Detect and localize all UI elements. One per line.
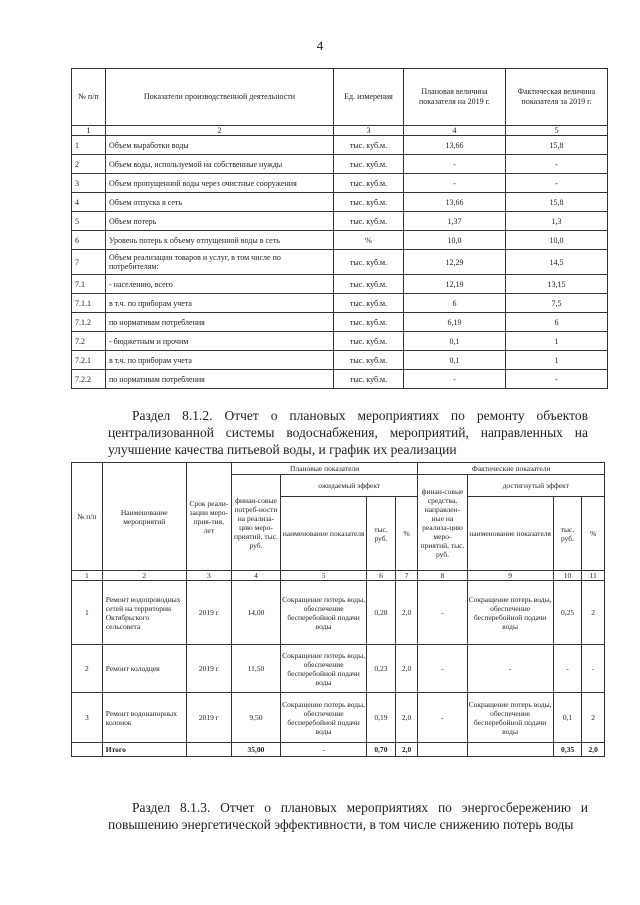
table-row xyxy=(72,231,608,250)
table-row xyxy=(72,370,608,389)
total-rub: 0,70 xyxy=(367,743,396,757)
row-term: 2019 г xyxy=(186,581,231,645)
row-plan: 13,66 xyxy=(404,193,506,212)
row-plan: 6,19 xyxy=(404,313,506,332)
total-act-rub: 0,35 xyxy=(553,743,582,757)
row-name: Ремонт водопроводных сетей на территории Октябрьского сельсовета xyxy=(102,581,186,645)
row-act-rub: - xyxy=(553,645,582,693)
row-name: в т.ч. по приборам учета xyxy=(106,351,334,370)
row-fact: 14,5 xyxy=(506,250,608,275)
table-body xyxy=(72,581,605,743)
row-act-pct: 2 xyxy=(582,693,605,743)
header-term: Срок реали-зации меро-прия-тия, лет xyxy=(186,463,231,571)
row-effect: Сокращение потерь воды, обеспечение бесперебойной подачи воды xyxy=(281,645,367,693)
table-row xyxy=(72,174,608,193)
table-row xyxy=(72,693,605,743)
row-act-effect: - xyxy=(467,645,553,693)
header-num: № п/п xyxy=(72,69,106,126)
table-row xyxy=(72,332,608,351)
row-num: 7.2.2 xyxy=(72,370,106,389)
header-planned-finance: финан-совые потреб-ности на реализа-цию меро-приятий, тыс. руб. xyxy=(231,475,280,571)
table-row xyxy=(72,155,608,174)
table-row xyxy=(72,313,608,332)
section-text: Раздел 8.1.2. Отчет о плановых мероприятиях по ремонту объектов централизованной системы водоснабжения, мероприятий, направленных на улучшение качества питьевой воды, и график их реализации xyxy=(108,408,588,457)
total-pct: 2,0 xyxy=(395,743,418,757)
row-fact: 1,3 xyxy=(506,212,608,231)
row-term: 2019 г xyxy=(186,693,231,743)
row-act-finance: - xyxy=(418,645,467,693)
row-num: 3 xyxy=(72,693,103,743)
row-plan: 13,66 xyxy=(404,136,506,155)
row-name: Объем воды, используемой на собственные нужды xyxy=(106,155,334,174)
row-plan: 12,29 xyxy=(404,250,506,275)
row-effect: Сокращение потерь воды, обеспечение бесперебойной подачи воды xyxy=(281,693,367,743)
row-plan: 10,0 xyxy=(404,231,506,250)
row-plan: 0,1 xyxy=(404,332,506,351)
row-fact: 13,15 xyxy=(506,275,608,294)
column-index: 10 xyxy=(553,571,582,581)
row-pct: 2,0 xyxy=(395,693,418,743)
column-index: 9 xyxy=(467,571,553,581)
row-fact: 15,8 xyxy=(506,193,608,212)
row-fact: 15,8 xyxy=(506,136,608,155)
row-unit: тыс. куб.м. xyxy=(334,212,404,231)
table-row xyxy=(72,193,608,212)
total-act-finance xyxy=(418,743,467,757)
table-header-row xyxy=(72,69,608,126)
section-8-1-3-heading xyxy=(108,799,588,833)
row-finance: 9,50 xyxy=(231,693,280,743)
header-actual-group: Фактические показатели xyxy=(418,463,605,475)
header-achieved-effect: достигнутый эффект xyxy=(467,475,604,497)
row-plan: - xyxy=(404,155,506,174)
row-num: 6 xyxy=(72,231,106,250)
column-index-row xyxy=(72,126,608,136)
row-name: по нормативам потребления xyxy=(106,313,334,332)
column-index: 1 xyxy=(72,571,103,581)
column-index: 3 xyxy=(334,126,404,136)
column-index-row xyxy=(72,571,605,581)
table-row xyxy=(72,212,608,231)
row-fact: - xyxy=(506,370,608,389)
row-act-pct: - xyxy=(582,645,605,693)
row-unit: % xyxy=(334,231,404,250)
column-index: 2 xyxy=(106,126,334,136)
row-name: по нормативам потребления xyxy=(106,370,334,389)
column-index: 1 xyxy=(72,126,106,136)
row-rub: 0,23 xyxy=(367,645,396,693)
table-row xyxy=(72,351,608,370)
row-name: Уровень потерь к объему отпущенной воды в сеть xyxy=(106,231,334,250)
row-act-pct: 2 xyxy=(582,581,605,645)
row-unit: тыс. куб.м. xyxy=(334,332,404,351)
row-name: Объем реализации товаров и услуг, в том числе по потребителям: xyxy=(106,250,334,275)
row-plan: 1,37 xyxy=(404,212,506,231)
table-row xyxy=(72,136,608,155)
total-label: Итого xyxy=(102,743,186,757)
column-index: 4 xyxy=(404,126,506,136)
repair-measures-table xyxy=(71,462,605,757)
row-effect: Сокращение потерь воды, обеспечение бесперебойной подачи воды xyxy=(281,581,367,645)
row-num: 1 xyxy=(72,136,106,155)
row-unit: тыс. куб.м. xyxy=(334,174,404,193)
column-index: 8 xyxy=(418,571,467,581)
row-fact: 10,0 xyxy=(506,231,608,250)
row-num: 7.1 xyxy=(72,275,106,294)
column-index: 6 xyxy=(367,571,396,581)
column-index: 11 xyxy=(582,571,605,581)
column-index: 3 xyxy=(186,571,231,581)
total-row xyxy=(72,743,605,757)
row-fact: 6 xyxy=(506,313,608,332)
header-num: № п/п xyxy=(72,463,103,571)
table-row xyxy=(72,275,608,294)
row-plan: - xyxy=(404,174,506,193)
header-indicator: Показатели производственной деятельности xyxy=(106,69,334,126)
header-actual: Фактическая величина показателя за 2019 г. xyxy=(506,69,608,126)
row-fact: 1 xyxy=(506,351,608,370)
row-name: Ремонт колодцев xyxy=(102,645,186,693)
row-finance: 14,00 xyxy=(231,581,280,645)
row-fact: 7,5 xyxy=(506,294,608,313)
row-unit: тыс. куб.м. xyxy=(334,155,404,174)
row-num: 7.2.1 xyxy=(72,351,106,370)
row-name: Объем выработки воды xyxy=(106,136,334,155)
row-unit: тыс. куб.м. xyxy=(334,250,404,275)
table-body xyxy=(72,136,608,389)
total-finance: 35,00 xyxy=(231,743,280,757)
header-planned-group: Плановые показатели xyxy=(231,463,418,475)
column-index: 5 xyxy=(506,126,608,136)
row-name: Объем пропущенной воды через очистные сооружения xyxy=(106,174,334,193)
row-num: 4 xyxy=(72,193,106,212)
row-num: 2 xyxy=(72,645,103,693)
column-index: 2 xyxy=(102,571,186,581)
row-act-effect: Сокращение потерь воды, обеспечение бесперебойной подачи воды xyxy=(467,581,553,645)
total-effect: - xyxy=(281,743,367,757)
row-num: 7.1.2 xyxy=(72,313,106,332)
row-rub: 0,28 xyxy=(367,581,396,645)
section-text: Раздел 8.1.3. Отчет о плановых мероприятиях по энергосбережению и повышению энергетической эффективности, в том числе снижению потерь воды xyxy=(108,800,588,832)
row-num: 2 xyxy=(72,155,106,174)
table-row xyxy=(72,645,605,693)
table-row xyxy=(72,250,608,275)
row-name: Объем потерь xyxy=(106,212,334,231)
header-name: Наименование мероприятий xyxy=(102,463,186,571)
header-indicator-name: наименование показателя xyxy=(467,497,553,571)
header-percent: % xyxy=(395,497,418,571)
row-plan: - xyxy=(404,370,506,389)
row-num: 3 xyxy=(72,174,106,193)
row-num: 7.2 xyxy=(72,332,106,351)
row-unit: тыс. куб.м. xyxy=(334,136,404,155)
row-num: 1 xyxy=(72,581,103,645)
row-plan: 0,1 xyxy=(404,351,506,370)
row-plan: 6 xyxy=(404,294,506,313)
column-index: 4 xyxy=(231,571,280,581)
row-num: 7.1.1 xyxy=(72,294,106,313)
page-number: 4 xyxy=(316,38,324,53)
header-actual-finance: финан-совые средства, направлен-ные на реализа-цию меро-приятий, тыс. руб. xyxy=(418,475,467,571)
row-pct: 2,0 xyxy=(395,581,418,645)
column-index: 5 xyxy=(281,571,367,581)
row-unit: тыс. куб.м. xyxy=(334,370,404,389)
section-8-1-2-heading xyxy=(108,407,588,458)
row-plan: 12,19 xyxy=(404,275,506,294)
row-name: Объем отпуска в сеть xyxy=(106,193,334,212)
row-act-rub: 0,25 xyxy=(553,581,582,645)
header-percent: % xyxy=(582,497,605,571)
table-row xyxy=(72,581,605,645)
row-num: 5 xyxy=(72,212,106,231)
row-term: 2019 г xyxy=(186,645,231,693)
row-name: Ремонт водонапорных колонок xyxy=(102,693,186,743)
row-unit: тыс. куб.м. xyxy=(334,193,404,212)
row-finance: 11,50 xyxy=(231,645,280,693)
row-unit: тыс. куб.м. xyxy=(334,294,404,313)
total-act-pct: 2,0 xyxy=(582,743,605,757)
header-thousand-rub: тыс. руб. xyxy=(367,497,396,571)
row-fact: - xyxy=(506,174,608,193)
header-thousand-rub: тыс. руб. xyxy=(553,497,582,571)
header-unit: Ед. измерения xyxy=(334,69,404,126)
header-planned: Плановая величина показателя на 2019 г. xyxy=(404,69,506,126)
row-act-rub: 0,1 xyxy=(553,693,582,743)
column-index: 7 xyxy=(395,571,418,581)
header-indicator-name: наименование показателя xyxy=(281,497,367,571)
row-name: - населению, всего xyxy=(106,275,334,294)
row-rub: 0,19 xyxy=(367,693,396,743)
row-act-finance: - xyxy=(418,693,467,743)
row-act-finance: - xyxy=(418,581,467,645)
header-row-1 xyxy=(72,463,605,475)
row-name: - бюджетным и прочим xyxy=(106,332,334,351)
row-pct: 2,0 xyxy=(395,645,418,693)
row-act-effect: Сокращение потерь воды, обеспечение бесперебойной подачи воды xyxy=(467,693,553,743)
row-num: 7 xyxy=(72,250,106,275)
row-fact: 1 xyxy=(506,332,608,351)
row-name: в т.ч. по приборам учета xyxy=(106,294,334,313)
production-indicators-table xyxy=(71,68,608,389)
table-row xyxy=(72,294,608,313)
row-fact: - xyxy=(506,155,608,174)
total-act-effect xyxy=(467,743,553,757)
row-unit: тыс. куб.м. xyxy=(334,313,404,332)
header-expected-effect: ожидаемый эффект xyxy=(281,475,418,497)
row-unit: тыс. куб.м. xyxy=(334,351,404,370)
row-unit: тыс. куб.м. xyxy=(334,275,404,294)
